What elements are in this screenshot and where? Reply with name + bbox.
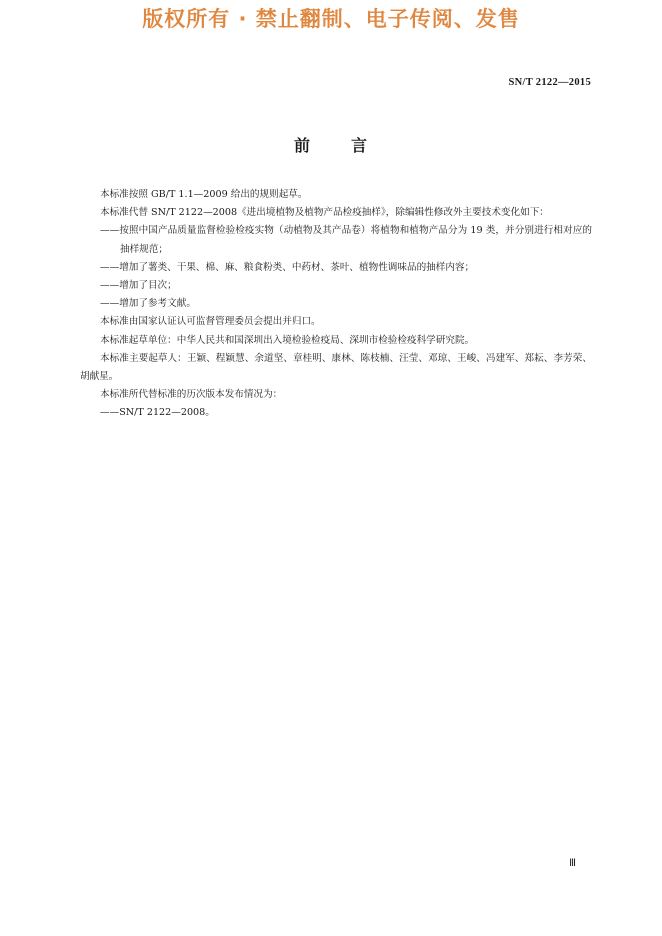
change-item-references: ——增加了参考文献。 bbox=[100, 298, 196, 310]
change-item-contents: ——增加了目次； bbox=[100, 280, 177, 292]
paragraph-drafters: 本标准主要起草人：王颖、程颖慧、余道坚、章桂明、康林、陈枝楠、汪莹、邓琼、王峻、冯建军、郑耘、李芳荣、胡献星。 bbox=[80, 352, 592, 383]
paragraph-drafting-units: 本标准起草单位：中华人民共和国深圳出入境检验检疫局、深圳市检验检疫科学研究院。 bbox=[100, 334, 475, 346]
copyright-watermark: 版权所有 · 禁止翻制、电子传阅、发售 bbox=[142, 7, 520, 31]
change-item-sampling-content: ——增加了薯类、干果、棉、麻、粮食粉类、中药材、茶叶、植物性调味品的抽样内容； bbox=[100, 261, 475, 273]
paragraph-proposed-by: 本标准由国家认证认可监督管理委员会提出并归口。 bbox=[100, 316, 321, 328]
foreword-body bbox=[80, 186, 592, 423]
title-char-2: 言 bbox=[351, 136, 369, 155]
page-number: Ⅲ bbox=[569, 858, 576, 869]
paragraph-replaces: 本标准代替 SN/T 2122—2008《进出境植物及植物产品检疫抽样》，除编辑性修改外主要技术变化如下： bbox=[100, 207, 549, 219]
standard-code: SN/T 2122—2015 bbox=[508, 77, 591, 88]
paragraph-drafting-rules: 本标准按照 GB/T 1.1—2009 给出的规则起草。 bbox=[100, 189, 308, 200]
title-char-1: 前 bbox=[293, 136, 311, 155]
change-item-classification: ——按照中国产品质量监督检验检疫实物（动植物及其产品卷）将植物和植物产品分为 19 类，并分别进行相对应的抽样规范； bbox=[100, 225, 592, 255]
page-title bbox=[0, 133, 662, 156]
history-item: ——SN/T 2122—2008。 bbox=[100, 407, 215, 419]
paragraph-history: 本标准所代替标准的历次版本发布情况为： bbox=[100, 389, 283, 401]
